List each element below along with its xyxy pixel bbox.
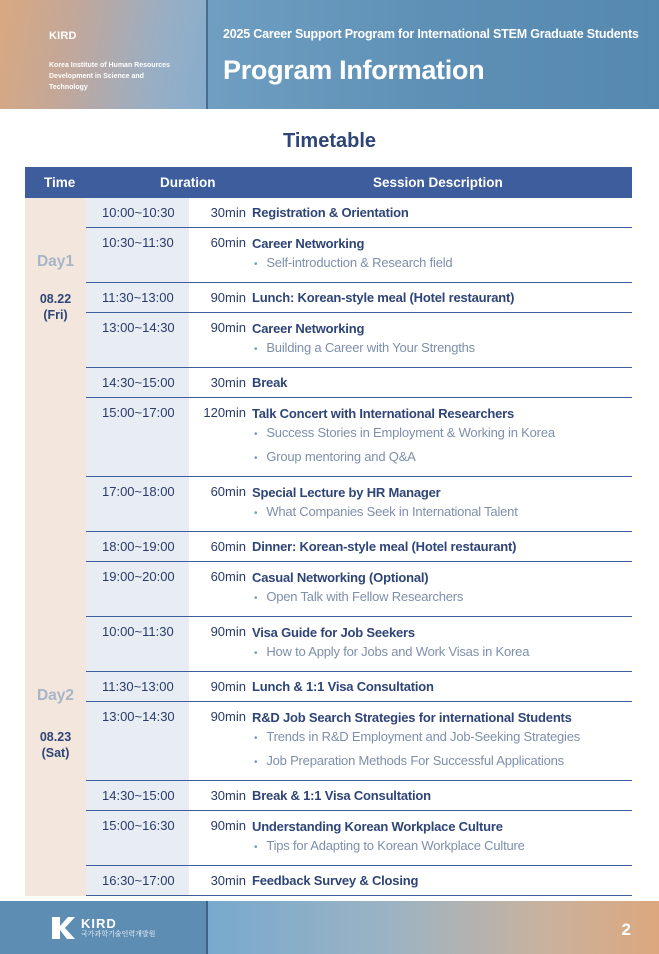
kird-logo: [50, 915, 155, 941]
session-time: 14:30~15:00: [86, 368, 189, 397]
column-header-time: Time: [44, 175, 76, 190]
bullet-dot-icon: •: [254, 344, 258, 355]
page-footer: [0, 901, 659, 954]
session-duration: 90min: [210, 679, 246, 694]
header-title-panel: [208, 0, 659, 109]
session-bullet: [252, 586, 632, 610]
session-title: Understanding Korean Workplace Culture: [252, 819, 503, 834]
session-bullet: [252, 835, 632, 859]
timetable-body: [25, 198, 632, 896]
kird-logo-icon: [50, 915, 76, 941]
footer-logo-panel: [0, 901, 206, 954]
footer-logo-name: KIRD: [81, 916, 117, 931]
session-title: Break & 1:1 Visa Consultation: [252, 788, 431, 803]
table-row: [86, 672, 632, 702]
day-cell: [25, 198, 86, 617]
session-title: Break: [252, 375, 288, 390]
session-duration: 60min: [210, 569, 246, 584]
brand-name: KIRD: [49, 30, 77, 42]
column-header-duration: Duration: [160, 175, 216, 190]
page-title: Program Information: [223, 55, 485, 85]
session-description: [252, 811, 632, 865]
table-row: [86, 781, 632, 811]
bullet-dot-icon: •: [254, 648, 258, 659]
session-time: 15:00~17:00: [86, 398, 189, 476]
table-row: [86, 866, 632, 896]
session-duration: 90min: [210, 624, 246, 639]
page-header: [0, 0, 659, 109]
session-duration: 60min: [210, 539, 246, 554]
table-row: [86, 283, 632, 313]
day-label: Day1: [36, 253, 75, 270]
footer-gradient-panel: [208, 901, 659, 954]
bullet-text: How to Apply for Jobs and Work Visas in Korea: [266, 644, 530, 659]
session-time: 13:00~14:30: [86, 702, 189, 780]
session-duration: 60min: [210, 235, 246, 250]
day-date-value: 08.22: [39, 292, 72, 306]
session-list: [86, 617, 632, 896]
session-bullet: [252, 726, 632, 750]
session-list: [86, 198, 632, 617]
table-row: [86, 477, 632, 532]
session-time: 16:30~17:00: [86, 866, 189, 895]
column-header-session: Session Description: [373, 175, 503, 190]
session-time: 10:00~10:30: [86, 198, 189, 227]
day-weekday: (Fri): [43, 308, 68, 322]
session-title: R&D Job Search Strategies for international Students: [252, 710, 572, 725]
bullet-dot-icon: •: [254, 757, 258, 768]
bullet-text: Trends in R&D Employment and Job-Seeking Strategies: [266, 729, 581, 744]
session-description: [252, 866, 632, 895]
table-row: [86, 562, 632, 617]
bullet-dot-icon: •: [254, 453, 258, 464]
session-description: [252, 617, 632, 671]
session-title: Talk Concert with International Researchers: [252, 406, 515, 421]
session-time: 19:00~20:00: [86, 562, 189, 616]
session-description: [252, 368, 632, 397]
session-duration: 30min: [210, 873, 246, 888]
session-title: Casual Networking (Optional): [252, 570, 429, 585]
timetable-title: Timetable: [283, 130, 376, 152]
session-description: [252, 781, 632, 810]
session-title: Dinner: Korean-style meal (Hotel restaurant): [252, 539, 517, 554]
session-title: Lunch: Korean-style meal (Hotel restaurant): [252, 290, 515, 305]
day-cell: [25, 617, 86, 896]
bullet-dot-icon: •: [254, 508, 258, 519]
session-description: [252, 702, 632, 780]
session-title: Registration & Orientation: [252, 205, 409, 220]
program-name: 2025 Career Support Program for International STEM Graduate Students: [223, 27, 639, 41]
day-block: [25, 198, 632, 617]
session-duration: 90min: [210, 290, 246, 305]
day-date: [25, 729, 86, 761]
session-description: [252, 198, 632, 227]
session-duration: 90min: [210, 320, 246, 335]
session-description: [252, 532, 632, 561]
session-description: [252, 477, 632, 531]
bullet-dot-icon: •: [254, 259, 258, 270]
table-row: [86, 228, 632, 283]
table-row: [86, 313, 632, 368]
table-row: [86, 532, 632, 562]
session-bullet: [252, 750, 632, 774]
day-weekday: (Sat): [41, 746, 70, 760]
bullet-dot-icon: •: [254, 733, 258, 744]
table-header: [25, 167, 632, 198]
session-title: Career Networking: [252, 321, 365, 336]
session-description: [252, 672, 632, 701]
bullet-text: What Companies Seek in International Talent: [266, 504, 518, 519]
bullet-text: Open Talk with Fellow Researchers: [266, 589, 464, 604]
session-bullet: [252, 422, 632, 446]
table-row: [86, 198, 632, 228]
bullet-dot-icon: •: [254, 429, 258, 440]
session-duration: 120min: [203, 405, 246, 420]
session-description: [252, 398, 632, 476]
session-time: 17:00~18:00: [86, 477, 189, 531]
session-title: Special Lecture by HR Manager: [252, 485, 441, 500]
day-date-value: 08.23: [39, 730, 72, 744]
table-row: [86, 702, 632, 781]
session-duration: 30min: [210, 205, 246, 220]
footer-logo-korean: 국가과학기술인력개발원: [81, 931, 156, 938]
session-duration: 30min: [210, 788, 246, 803]
session-description: [252, 562, 632, 616]
table-row: [86, 617, 632, 672]
bullet-dot-icon: •: [254, 593, 258, 604]
session-duration: 90min: [210, 709, 246, 724]
session-title: Lunch & 1:1 Visa Consultation: [252, 679, 434, 694]
session-time: 18:00~19:00: [86, 532, 189, 561]
session-title: Visa Guide for Job Seekers: [252, 625, 415, 640]
session-duration: 90min: [210, 818, 246, 833]
session-bullet: [252, 641, 632, 665]
session-time: 13:00~14:30: [86, 313, 189, 367]
bullet-text: Success Stories in Employment & Working in Korea: [266, 425, 555, 440]
table-row: [86, 368, 632, 398]
session-title: Career Networking: [252, 236, 365, 251]
day-date: [25, 291, 86, 323]
session-time: 15:00~16:30: [86, 811, 189, 865]
session-time: 11:30~13:00: [86, 283, 189, 312]
day-label: Day2: [36, 687, 75, 704]
bullet-text: Group mentoring and Q&A: [266, 449, 416, 464]
bullet-text: Job Preparation Methods For Successful Applications: [266, 753, 564, 768]
bullet-text: Building a Career with Your Strengths: [266, 340, 475, 355]
session-time: 10:00~11:30: [86, 617, 189, 671]
session-time: 14:30~15:00: [86, 781, 189, 810]
table-row: [86, 811, 632, 866]
session-description: [252, 228, 632, 282]
bullet-text: Tips for Adapting to Korean Workplace Culture: [266, 838, 525, 853]
session-bullet: [252, 446, 632, 470]
page-number: 2: [621, 920, 631, 939]
session-duration: 60min: [210, 484, 246, 499]
session-bullet: [252, 501, 632, 525]
session-bullet: [252, 252, 632, 276]
session-title: Feedback Survey & Closing: [252, 873, 419, 888]
header-brand-panel: [0, 0, 206, 109]
session-time: 10:30~11:30: [86, 228, 189, 282]
table-row: [86, 398, 632, 477]
session-duration: 30min: [210, 375, 246, 390]
session-bullet: [252, 337, 632, 361]
bullet-text: Self-introduction & Research field: [266, 255, 453, 270]
day-block: [25, 617, 632, 896]
organization-name: Korea Institute of Human Resources Development in Science and Technology: [49, 62, 170, 91]
bullet-dot-icon: •: [254, 842, 258, 853]
timetable-table: [25, 167, 632, 896]
session-description: [252, 313, 632, 367]
session-time: 11:30~13:00: [86, 672, 189, 701]
session-description: [252, 283, 632, 312]
